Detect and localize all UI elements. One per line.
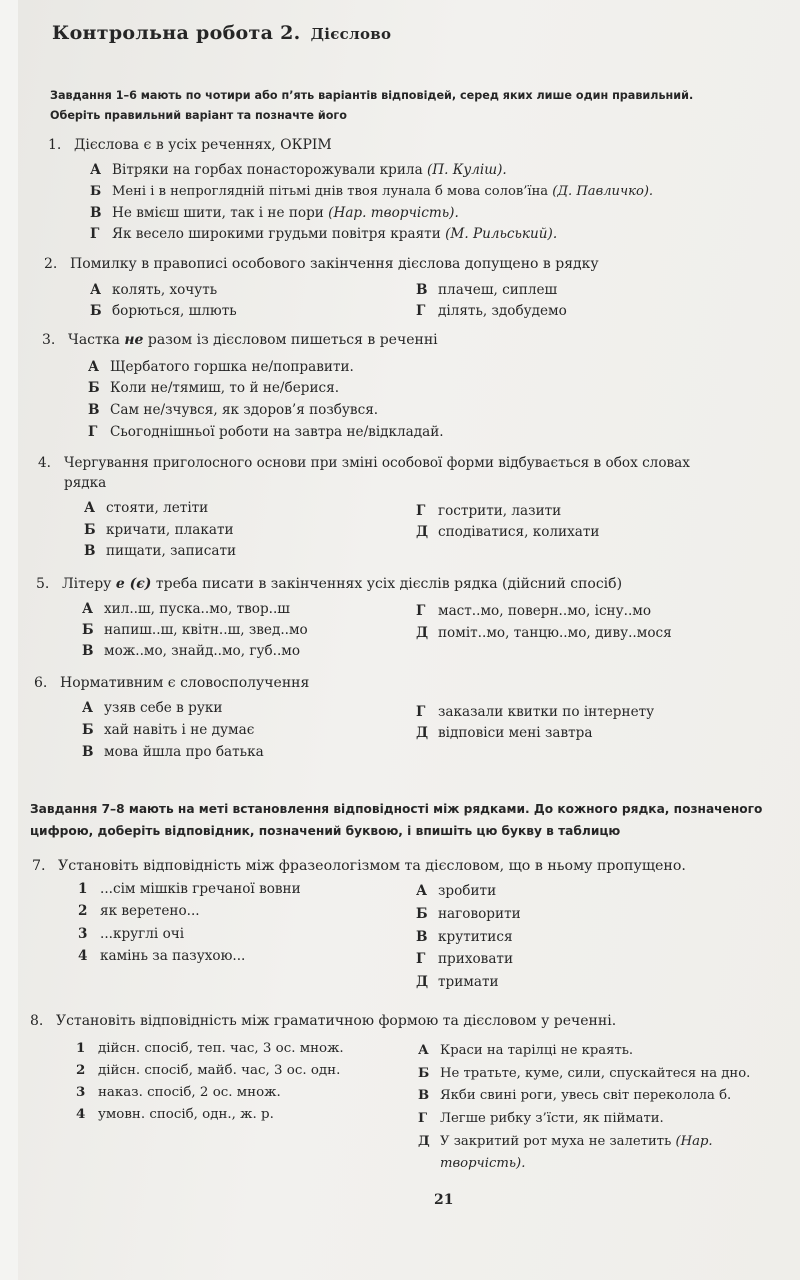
option-text: хай навіть і не думає	[104, 722, 255, 738]
option-letter: Г	[416, 503, 426, 519]
option-text: наговорити	[438, 906, 521, 922]
option-letter: Б	[90, 303, 102, 319]
option-text: ділять, здобудемо	[438, 303, 567, 319]
q4-option-b	[84, 522, 234, 538]
q8-right-b	[418, 1066, 750, 1081]
option-source: (П. Куліш).	[427, 162, 507, 178]
question-text: разом із дієсловом пишеться в реченні	[143, 332, 438, 348]
q8-right-d-line-2	[440, 1156, 525, 1171]
q5-option-b	[82, 622, 308, 638]
question-number: 5.	[36, 576, 50, 592]
page-number: 21	[434, 1192, 454, 1208]
q8-left-3	[76, 1084, 281, 1100]
question-text: Установіть відповідність між фразеологізмом та дієсловом, що в ньому пропущено.	[58, 858, 686, 874]
question-number: 3.	[42, 332, 56, 348]
item-number: 4	[78, 948, 88, 964]
option-text: мож..мо, знайд..мо, губ..мо	[104, 643, 301, 659]
item-text: умовн. спосіб, одн., ж. р.	[98, 1107, 274, 1122]
item-number: 3	[78, 926, 88, 942]
option-text: стояти, летіти	[106, 500, 209, 516]
instruction-2-line-1: Завдання 7–8 мають на меті встановлення відповідності між рядками. До кожного рядка, позначеного	[30, 802, 763, 816]
option-letter: Д	[416, 524, 429, 540]
option-source: (Нар.	[675, 1134, 713, 1149]
option-letter: Б	[84, 522, 96, 538]
q7-left-4	[78, 948, 245, 964]
question-6	[34, 675, 309, 691]
option-text: гострити, лазити	[438, 503, 562, 519]
option-letter: А	[90, 282, 102, 298]
option-text: колять, хочуть	[112, 282, 218, 298]
item-number: 2	[78, 903, 88, 919]
option-letter: А	[88, 359, 100, 375]
q2-option-b	[90, 303, 237, 319]
q2-option-g	[416, 303, 567, 319]
option-letter: Б	[82, 722, 94, 738]
option-letter: В	[88, 402, 100, 418]
option-text: Легше рибку з’їсти, як піймати.	[440, 1111, 664, 1126]
q7-right-a	[416, 883, 496, 899]
question-text: Чергування приголосного основи при зміні особової форми відбувається в обох словах	[64, 455, 690, 471]
question-4	[38, 455, 690, 471]
q6-option-d	[416, 725, 592, 741]
option-letter: Г	[416, 603, 426, 619]
option-text: плачеш, сиплеш	[438, 282, 558, 298]
option-letter: Б	[82, 622, 94, 638]
option-text: Мені і в непроглядній пітьмі днів твоя лунала б мова солов’їна	[112, 184, 553, 199]
q7-left-3	[78, 926, 184, 942]
option-letter: Г	[418, 1111, 428, 1126]
q6-option-v	[82, 744, 264, 760]
q8-right-a	[418, 1043, 633, 1058]
title-text: Контрольна робота 2.	[52, 22, 301, 44]
option-letter: Д	[416, 974, 429, 990]
q5-option-d	[416, 625, 672, 641]
question-3	[42, 332, 438, 348]
option-letter: Д	[416, 725, 429, 741]
q7-right-v	[416, 929, 513, 945]
q2-option-v	[416, 282, 557, 298]
question-1	[48, 137, 332, 153]
option-text: хил..ш, пуска..мо, твор..ш	[104, 601, 290, 617]
question-text: Дієслова є в усіх реченнях, ОКРІМ	[74, 137, 332, 153]
question-4-line-2	[64, 475, 106, 491]
option-text: маст..мо, поверн..мо, існу..мо	[438, 603, 652, 619]
option-letter: А	[82, 601, 94, 617]
option-text: узяв себе в руки	[104, 700, 223, 716]
option-letter: А	[416, 883, 428, 899]
question-number: 6.	[34, 675, 48, 691]
question-text: треба писати в закінченнях усіх дієслів рядка (дійсний спосіб)	[151, 576, 623, 592]
q1-option-v	[90, 205, 459, 221]
option-text: Не тратьте, куме, сили, спускайтеся на дно.	[440, 1066, 751, 1081]
option-text: Якби свині роги, увесь світ переколола б.	[440, 1088, 732, 1103]
option-text: Коли не/тямиш, то й не/берися.	[110, 380, 340, 396]
option-text: Як весело широкими грудьми повітря краяти	[112, 226, 446, 242]
option-letter: А	[418, 1043, 429, 1058]
q4-option-g	[416, 503, 561, 519]
question-number: 2.	[44, 256, 58, 272]
question-2	[44, 256, 599, 272]
option-letter: Б	[90, 184, 102, 199]
item-number: 1	[78, 881, 88, 897]
item-text: ...круглі очі	[100, 926, 185, 942]
q3-option-a	[88, 359, 354, 375]
option-letter: А	[82, 700, 94, 716]
question-7	[32, 858, 686, 874]
question-8	[30, 1013, 616, 1029]
instruction-block-1	[50, 86, 693, 126]
option-letter: В	[84, 543, 96, 559]
page-title	[52, 22, 391, 44]
option-source: (Д. Павличко).	[552, 184, 654, 199]
item-text: камінь за пазухою...	[100, 948, 246, 964]
option-text: Сьогоднішньої роботи на завтра не/відкладай.	[110, 424, 444, 440]
q8-left-4	[76, 1106, 274, 1122]
option-letter: Д	[416, 625, 429, 641]
question-particle: не	[124, 332, 144, 348]
option-letter: В	[416, 929, 428, 945]
option-text: тримати	[438, 974, 499, 990]
question-text: Нормативним є словосполучення	[60, 675, 310, 691]
option-text: заказали квитки по інтернету	[438, 704, 655, 720]
question-letter-e: е (є)	[115, 576, 152, 592]
item-text: ...сім мішків гречаної вовни	[100, 881, 301, 897]
question-text: Помилку в правописі особового закінчення дієслова допущено в рядку	[70, 256, 599, 272]
item-number: 3	[76, 1084, 86, 1100]
question-number: 1.	[48, 137, 62, 153]
q1-option-a	[90, 162, 507, 178]
item-text: дійсн. спосіб, майб. час, 3 ос. одн.	[98, 1063, 341, 1078]
q1-option-b	[90, 184, 653, 199]
q8-right-v	[418, 1088, 731, 1103]
option-text: Сам не/зчувся, як здоров’я позбувся.	[110, 402, 379, 418]
instruction-1-line-1: Завдання 1–6 мають по чотири або п’ять варіантів відповідей, серед яких лише один правильний.	[50, 89, 694, 102]
option-letter: Г	[416, 704, 426, 720]
option-letter: Д	[418, 1134, 430, 1149]
question-number: 7.	[32, 858, 46, 874]
option-text: сподіватися, колихати	[438, 524, 600, 540]
q6-option-g	[416, 704, 654, 720]
option-text: відповіси мені завтра	[438, 725, 593, 741]
instruction-1-line-2: Оберіть правильний варіант та позначте його	[50, 109, 347, 122]
option-text: Вітряки на горбах понасторожували крила	[112, 162, 427, 178]
q6-option-b	[82, 722, 254, 738]
item-text: як веретено...	[100, 903, 200, 919]
option-text: Краси на тарілці не краять.	[440, 1043, 634, 1058]
option-text: борються, шлють	[112, 303, 237, 319]
question-text: Частка	[68, 332, 125, 348]
option-source: творчість).	[440, 1156, 526, 1171]
option-letter: А	[84, 500, 96, 516]
q7-left-1	[78, 881, 301, 897]
option-text: крутитися	[438, 929, 513, 945]
left-page-edge	[0, 0, 19, 1280]
q7-right-d	[416, 974, 499, 990]
q5-option-v	[82, 643, 300, 659]
q8-right-d	[418, 1134, 713, 1149]
q4-option-a	[84, 500, 208, 516]
option-text: Щербатого горшка не/поправити.	[110, 359, 354, 375]
q7-left-2	[78, 903, 200, 919]
option-text: зробити	[438, 883, 497, 899]
q3-option-g	[88, 424, 444, 440]
subtitle-text: Дієслово	[310, 25, 392, 43]
q6-option-a	[82, 700, 222, 716]
q8-right-g	[418, 1111, 664, 1126]
option-source: (М. Рильський).	[445, 226, 558, 242]
question-number: 8.	[30, 1013, 44, 1029]
option-text: кричати, плакати	[106, 522, 234, 538]
q2-option-a	[90, 282, 217, 298]
option-source: (Нар. творчість).	[328, 205, 459, 221]
option-letter: В	[416, 282, 428, 298]
q5-option-a	[82, 601, 290, 617]
q8-left-1	[76, 1040, 344, 1056]
question-text: рядка	[64, 475, 107, 491]
question-5	[36, 576, 622, 592]
q7-right-g	[416, 951, 513, 967]
option-letter: А	[90, 162, 102, 178]
option-text: напиш..ш, квітн..ш, звед..мо	[104, 622, 308, 638]
q3-option-v	[88, 402, 378, 418]
instruction-block-2	[30, 798, 762, 842]
option-text: мова йшла про батька	[104, 744, 264, 760]
option-letter: Б	[88, 380, 100, 396]
question-text: Літеру	[62, 576, 116, 592]
option-letter: В	[90, 205, 102, 221]
option-letter: Б	[416, 906, 428, 922]
option-letter: В	[82, 643, 94, 659]
option-letter: В	[418, 1088, 430, 1103]
option-text: У закритий рот муха не залетить	[440, 1134, 676, 1149]
option-letter: В	[82, 744, 94, 760]
option-letter: Б	[418, 1066, 430, 1081]
option-letter: Г	[416, 303, 426, 319]
option-text: Не вмієш шити, так і не пори	[112, 205, 329, 221]
option-letter: Г	[88, 424, 98, 440]
option-text: пищати, записати	[106, 543, 237, 559]
option-text: приховати	[438, 951, 514, 967]
q5-option-g	[416, 603, 651, 619]
q7-right-b	[416, 906, 521, 922]
question-text: Установіть відповідність між граматичною формою та дієсловом у реченні.	[56, 1013, 617, 1029]
option-letter: Г	[90, 226, 100, 242]
item-number: 1	[76, 1040, 86, 1056]
item-number: 4	[76, 1106, 86, 1122]
option-text: поміт..мо, танцю..мо, диву..мося	[438, 625, 672, 641]
q3-option-b	[88, 380, 339, 396]
q1-option-g	[90, 226, 557, 242]
question-number: 4.	[38, 455, 51, 471]
option-letter: Г	[416, 951, 426, 967]
q4-option-d	[416, 524, 599, 540]
instruction-2-line-2: цифрою, доберіть відповідник, позначений буквою, і впишіть цю букву в таблицю	[30, 824, 621, 838]
item-text: дійсн. спосіб, теп. час, 3 ос. множ.	[98, 1041, 344, 1056]
q4-option-v	[84, 543, 236, 559]
q8-left-2	[76, 1062, 340, 1078]
item-number: 2	[76, 1062, 86, 1078]
item-text: наказ. спосіб, 2 ос. множ.	[98, 1085, 281, 1100]
